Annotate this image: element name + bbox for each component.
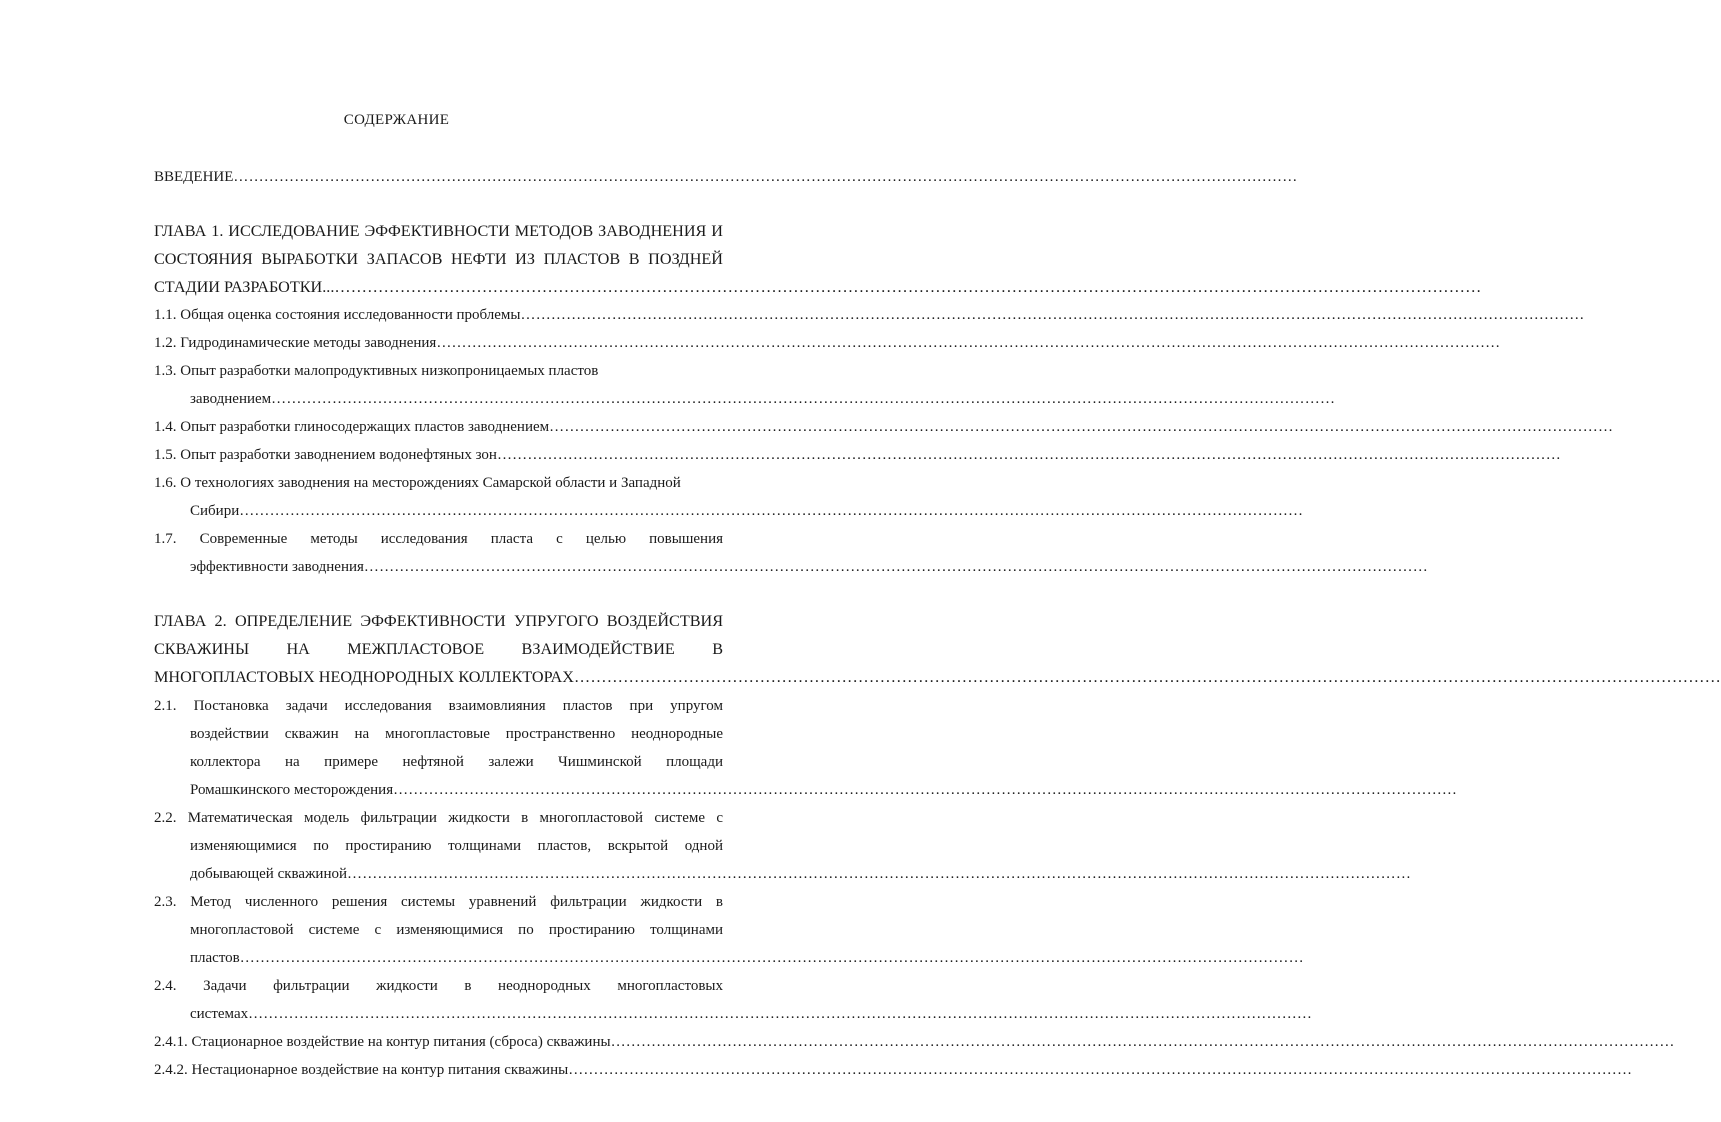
dot-leader: ………………………………………………………………………………………………………………………………………………………………………………………… xyxy=(573,668,1721,686)
toc-entry-label: заводнением xyxy=(190,391,272,407)
toc-entry-2-4-line1: 2.4. Задачи фильтрации жидкости в неоднородных многопластовых xyxy=(154,978,723,994)
toc-entry-intro xyxy=(154,168,1298,186)
toc-entry-2-2-line3 xyxy=(190,865,1412,883)
toc-entry-1-4 xyxy=(154,418,1614,436)
toc-entry-label: 2.4.1. Стационарное воздействие на контур питания (сброса) скважины xyxy=(154,1034,611,1050)
toc-entry-1-3-line2 xyxy=(190,390,1336,408)
toc-entry-label: Сибири xyxy=(190,503,240,519)
toc-entry-label: ВВЕДЕНИЕ xyxy=(154,169,234,185)
toc-entry-label: МНОГОПЛАСТОВЫХ НЕОДНОРОДНЫХ КОЛЛЕКТОРАХ xyxy=(154,668,574,686)
dot-leader: ………………………………………………………………………………………………………………………………………………………………………………………… xyxy=(568,1062,1633,1078)
chapter2-heading-line3 xyxy=(154,668,1721,686)
toc-entry-1-3-line1: 1.3. Опыт разработки малопродуктивных низкопроницаемых пластов xyxy=(154,363,599,379)
toc-entry-label: 1.1. Общая оценка состояния исследованности проблемы xyxy=(154,307,521,323)
toc-entry-1-7-line1: 1.7. Современные методы исследования пласта с целью повышения xyxy=(154,531,723,547)
dot-leader: ………………………………………………………………………………………………………………………………………………………………………………………… xyxy=(436,335,1501,351)
toc-entry-1-2 xyxy=(154,334,1501,352)
dot-leader: ………………………………………………………………………………………………………………………………………………………………………………………… xyxy=(610,1034,1675,1050)
toc-entry-2-1-line3: коллектора на примере нефтяной залежи Чишминской площади xyxy=(190,754,723,770)
dot-leader: ………………………………………………………………………………………………………………………………………………………………………………………… xyxy=(248,1006,1313,1022)
dot-leader: ………………………………………………………………………………………………………………………………………………………………………………………… xyxy=(233,169,1298,185)
toc-entry-2-1-line2: воздействии скважин на многопластовые пространственно неоднородные xyxy=(190,726,723,742)
chapter1-heading-line1: ГЛАВА 1. ИССЛЕДОВАНИЕ ЭФФЕКТИВНОСТИ МЕТОДОВ ЗАВОДНЕНИЯ И xyxy=(154,222,723,240)
toc-entry-2-2-line1: 2.2. Математическая модель фильтрации жидкости в многопластовой системе с xyxy=(154,810,723,826)
dot-leader: ………………………………………………………………………………………………………………………………………………………………………………………… xyxy=(363,559,1428,575)
toc-entry-2-1-line1: 2.1. Постановка задачи исследования взаимовлияния пластов при упругом xyxy=(154,698,723,714)
dot-leader: ………………………………………………………………………………………………………………………………………………………………………………………… xyxy=(271,391,1336,407)
toc-entry-label: 2.4.2. Нестационарное воздействие на контур питания скважины xyxy=(154,1062,569,1078)
toc-entry-label: добывающей скважиной xyxy=(190,866,348,882)
toc-entry-2-3-line3 xyxy=(190,949,1304,967)
dot-leader: ………………………………………………………………………………………………………………………………………………………………………………………… xyxy=(239,503,1304,519)
dot-leader: ………………………………………………………………………………………………………………………………………………………………………………………… xyxy=(549,419,1614,435)
dot-leader: ………………………………………………………………………………………………………………………………………………………………………………………… xyxy=(239,950,1304,966)
toc-entry-1-6-line1: 1.6. О технологиях заводнения на месторождениях Самарской области и Западной xyxy=(154,475,681,491)
toc-entry-1-6-line2 xyxy=(190,502,1304,520)
toc-entry-2-3-line1: 2.3. Метод численного решения системы уравнений фильтрации жидкости в xyxy=(154,894,723,910)
page-title: СОДЕРЖАНИЕ xyxy=(343,112,450,128)
dot-leader: ………………………………………………………………………………………………………………………………………………………………………………………… xyxy=(496,447,1561,463)
toc-entry-label: СТАДИИ РАЗРАБОТКИ... xyxy=(154,278,335,296)
toc-entry-label: 1.5. Опыт разработки заводнением водонефтяных зон xyxy=(154,447,497,463)
toc-entry-2-2-line2: изменяющимися по простиранию толщинами пластов, вскрытой одной xyxy=(190,838,723,854)
toc-entry-label: 1.2. Гидродинамические методы заводнения xyxy=(154,335,437,351)
toc-entry-2-1-line4 xyxy=(190,781,1458,799)
chapter2-heading-line2: СКВАЖИНЫ НА МЕЖПЛАСТОВОЕ ВЗАИМОДЕЙСТВИЕ В xyxy=(154,640,723,658)
dot-leader: ………………………………………………………………………………………………………………………………………………………………………………………… xyxy=(334,278,1482,296)
toc-entry-label: Ромашкинского месторождения xyxy=(190,782,394,798)
chapter1-heading-line3 xyxy=(154,278,1482,296)
toc-entry-2-4-line2 xyxy=(190,1005,1313,1023)
toc-entry-1-7-line2 xyxy=(190,558,1428,576)
dot-leader: ………………………………………………………………………………………………………………………………………………………………………………………… xyxy=(520,307,1585,323)
toc-entry-2-4-1 xyxy=(154,1033,1675,1051)
toc-entry-2-4-2 xyxy=(154,1061,1633,1079)
dot-leader: ………………………………………………………………………………………………………………………………………………………………………………………… xyxy=(393,782,1458,798)
chapter2-heading-line1: ГЛАВА 2. ОПРЕДЕЛЕНИЕ ЭФФЕКТИВНОСТИ УПРУГОГО ВОЗДЕЙСТВИЯ xyxy=(154,612,723,630)
toc-entry-2-3-line2: многопластовой системе с изменяющимися по простиранию толщинами xyxy=(190,922,723,938)
dot-leader: ………………………………………………………………………………………………………………………………………………………………………………………… xyxy=(347,866,1412,882)
toc-entry-1-5 xyxy=(154,446,1561,464)
chapter1-heading-line2: СОСТОЯНИЯ ВЫРАБОТКИ ЗАПАСОВ НЕФТИ ИЗ ПЛАСТОВ В ПОЗДНЕЙ xyxy=(154,250,723,268)
toc-entry-label: 1.4. Опыт разработки глиносодержащих пластов заводнением xyxy=(154,419,550,435)
toc-entry-label: системах xyxy=(190,1006,249,1022)
toc-entry-1-1 xyxy=(154,306,1585,324)
toc-entry-label: пластов xyxy=(190,950,240,966)
toc-entry-label: эффективности заводнения xyxy=(190,559,364,575)
